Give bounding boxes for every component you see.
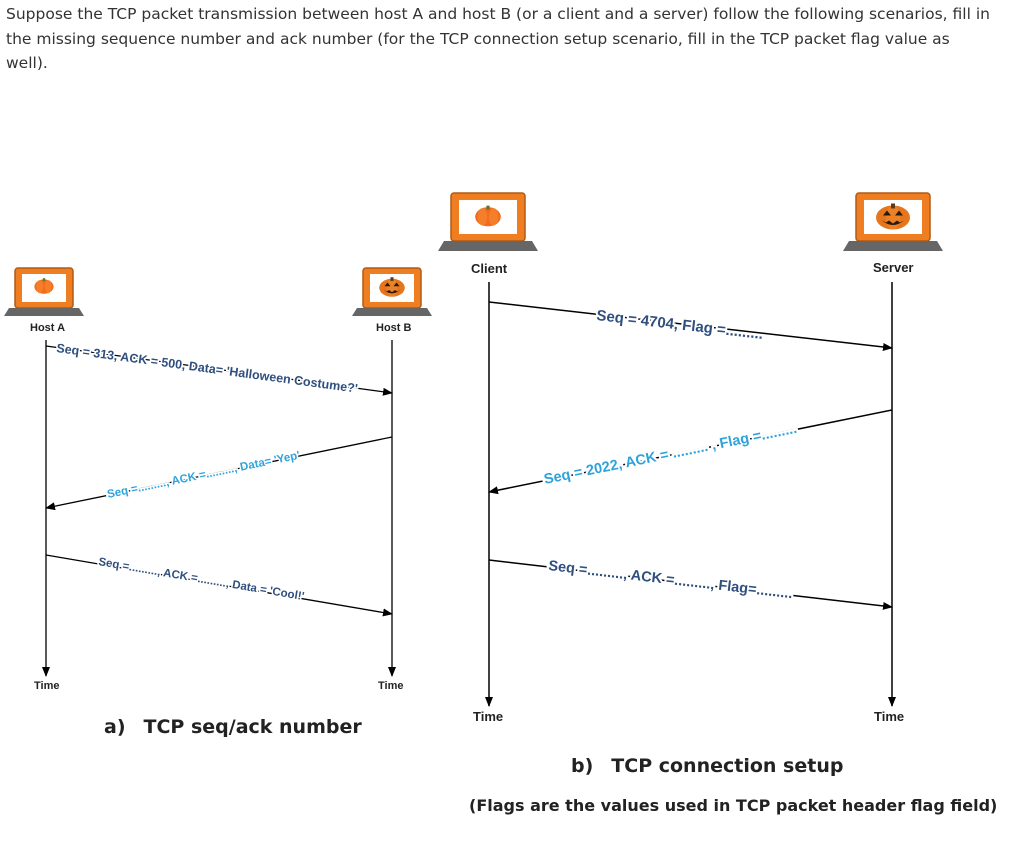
caption-a-tag: a) <box>104 716 126 738</box>
flags-note: (Flags are the values used in TCP packet header flag field) <box>469 796 998 815</box>
host-b-label: Host B <box>376 322 412 334</box>
caption-b-text: TCP connection setup <box>611 755 844 777</box>
caption-a <box>104 716 362 738</box>
b-msg2-label: Seq = 2022, ACK = ......... , Flag =......... <box>542 420 799 488</box>
laptop-client-icon <box>438 193 538 251</box>
host-b-time-label: Time <box>378 680 404 692</box>
a-msg3-label: Seq =........., ACK =........., Data = 'Cool!' <box>97 556 306 604</box>
server-time-label: Time <box>874 709 905 724</box>
host-a-time-label: Time <box>34 680 60 692</box>
a-msg2-label: Seq =........., ACK =........., Data= 'Yep' <box>106 449 302 501</box>
question-text: Suppose the TCP packet transmission between host A and host B (or a client and a server) follow the following scenarios, fill in the missing sequence number and ack number (for the TCP connection setup scenario, fill in the TCP packet flag value as well). <box>6 5 990 72</box>
a-msg1-label: Seq = 313, ACK = 500, Data= 'Halloween Costume?' <box>55 341 359 396</box>
caption-b <box>571 755 843 777</box>
caption-a-text: TCP seq/ack number <box>143 716 362 738</box>
client-time-label: Time <box>473 709 504 724</box>
laptop-host-a-icon <box>4 268 84 316</box>
client-label: Client <box>471 261 508 276</box>
b-msg1-label: Seq = 4704, Flag =......... <box>595 307 764 343</box>
server-label: Server <box>873 260 914 275</box>
laptop-host-b-icon <box>352 268 432 316</box>
caption-b-tag: b) <box>571 755 594 777</box>
host-a-label: Host A <box>30 322 66 334</box>
laptop-server-icon <box>843 193 943 251</box>
b-msg3-label: Seq =........., ACK =........., Flag=......... <box>547 558 794 603</box>
